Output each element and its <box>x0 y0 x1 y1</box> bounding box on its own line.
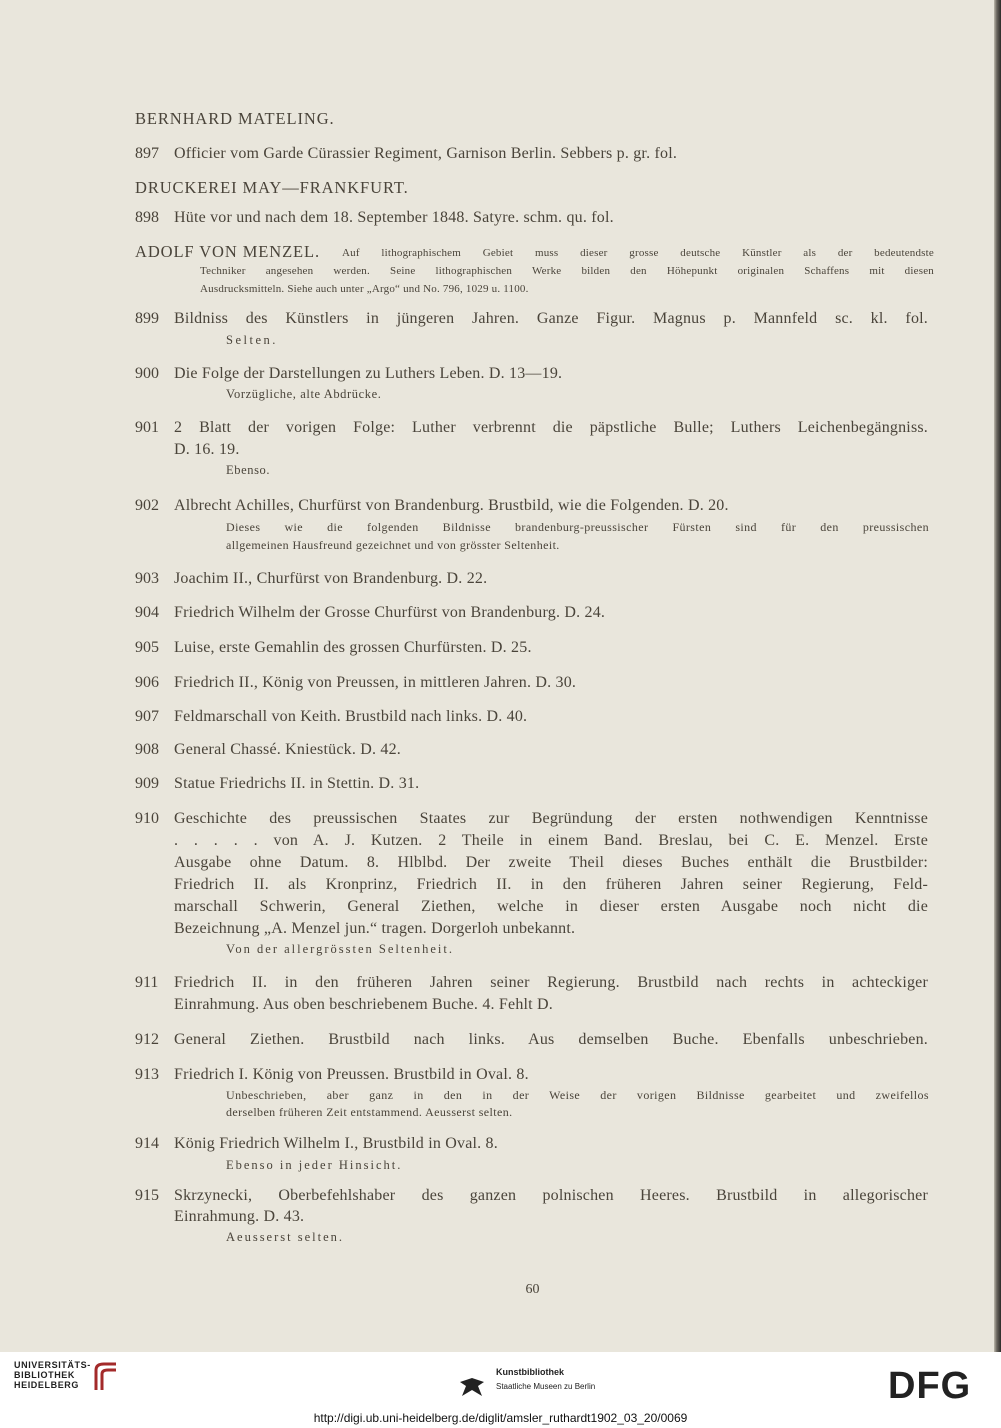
entry-number: 899 <box>135 310 159 327</box>
entry-remark: allgemeinen Hausfreund gezeichnet und von grösster Seltenheit. <box>226 538 560 552</box>
entry-text: Friedrich II. als Kronprinz, Friedrich II. in den früheren Jahren seiner Regierung, Feld- <box>174 876 928 893</box>
entry-text: Einrahmung. Aus oben beschriebenem Buche. 4. Fehlt D. <box>174 996 553 1013</box>
entry-text: 2 Blatt der vorigen Folge: Luther verbrennt die päpstliche Bulle; Luthers Leichenbegängniss. <box>174 419 928 436</box>
entry-remark: Aeusserst selten. <box>226 1230 345 1244</box>
entry-text: Ausgabe ohne Datum. 8. Hlblbd. Der zweite Theil dieses Buches enthält die Brustbilder: <box>174 854 928 871</box>
entry-number: 904 <box>135 604 159 621</box>
entry-number: 902 <box>135 497 159 514</box>
entry-text: Friedrich I. König von Preussen. Brustbild in Oval. 8. <box>174 1066 529 1083</box>
kb-name: Kunstbibliothek <box>496 1367 564 1377</box>
entry-number: 914 <box>135 1135 159 1152</box>
eagle-icon <box>458 1376 486 1398</box>
entry-number: 912 <box>135 1031 159 1048</box>
entry-text: Friedrich Wilhelm der Grosse Churfürst von Brandenburg. D. 24. <box>174 604 606 621</box>
entry-text: Einrahmung. D. 43. <box>174 1208 305 1225</box>
kb-subtitle: Staatliche Museen zu Berlin <box>496 1382 596 1391</box>
entry-text: Hüte vor und nach dem 18. September 1848. Satyre. schm. qu. fol. <box>174 209 614 226</box>
footer-bar <box>0 1352 1001 1428</box>
university-library-logo <box>14 1360 91 1390</box>
page-number: 60 <box>525 1282 540 1297</box>
entry-text: Geschichte des preussischen Staates zur Begründung der ersten nothwendigen Kenntnisse <box>174 810 928 827</box>
entry-text: . . . . . von A. J. Kutzen. 2 Theile in einem Band. Breslau, bei C. E. Menzel. Erste <box>174 832 928 849</box>
entry-remark: Selten. <box>226 333 278 347</box>
entry-text: Officier vom Garde Cürassier Regiment, Garnison Berlin. Sebbers p. gr. fol. <box>174 145 678 162</box>
entry-text: Bildniss des Künstlers in jüngeren Jahren. Ganze Figur. Magnus p. Mannfeld sc. kl. fol. <box>174 310 928 327</box>
entry-number: 898 <box>135 209 159 226</box>
entry-number: 909 <box>135 775 159 792</box>
entry-text: Joachim II., Churfürst von Brandenburg. D. 22. <box>174 570 488 587</box>
entry-number: 906 <box>135 674 159 691</box>
entry-number: 907 <box>135 708 159 725</box>
entry-text: Friedrich II., König von Preussen, in mittleren Jahren. D. 30. <box>174 674 577 691</box>
entry-remark: Von der allergrössten Seltenheit. <box>226 942 455 956</box>
page-edge-shadow <box>994 0 1001 1352</box>
entry-text: General Ziethen. Brustbild nach links. Aus demselben Buche. Ebenfalls unbeschrieben. <box>174 1031 928 1048</box>
university-emblem-icon <box>92 1360 120 1394</box>
entry-remark: Dieses wie die folgenden Bildnisse brandenburg-preussischer Fürsten sind für den preussischen <box>226 520 929 534</box>
entry-text: General Chassé. Kniestück. D. 42. <box>174 741 401 758</box>
dfg-logo: DFG <box>888 1365 972 1407</box>
permalink-url[interactable]: http://digi.ub.uni-heidelberg.de/diglit/amsler_ruthardt1902_03_20/0069 <box>313 1411 688 1425</box>
entry-text: Die Folge der Darstellungen zu Luthers Leben. D. 13—19. <box>174 365 563 382</box>
entry-remark: Vorzügliche, alte Abdrücke. <box>226 387 382 401</box>
section-note-line: Ausdrucksmitteln. Siehe auch unter „Argo“ und No. 796, 1029 u. 1100. <box>200 283 529 295</box>
entry-text: Bezeichnung „A. Menzel jun.“ tragen. Dorgerloh unbekannt. <box>174 920 576 937</box>
entry-text: Feldmarschall von Keith. Brustbild nach links. D. 40. <box>174 708 528 725</box>
logo-text-line: HEIDELBERG <box>14 1380 80 1390</box>
entry-number: 910 <box>135 810 159 827</box>
entry-text: Statue Friedrichs II. in Stettin. D. 31. <box>174 775 420 792</box>
entry-text: König Friedrich Wilhelm I., Brustbild in Oval. 8. <box>174 1135 498 1152</box>
entry-number: 915 <box>135 1187 159 1204</box>
section-heading-druckerei-may: DRUCKEREI MAY—FRANKFURT. <box>135 178 409 197</box>
section-note-line: Auf lithographischem Gebiet muss dieser grosse deutsche Künstler als der bedeutendste <box>342 247 934 259</box>
entry-number: 911 <box>135 974 159 991</box>
entry-text: Friedrich II. in den früheren Jahren seiner Regierung. Brustbild nach rechts in achteckiger <box>174 974 928 991</box>
entry-text: D. 16. 19. <box>174 441 240 458</box>
entry-remark: Unbeschrieben, aber ganz in den in der Weise der vorigen Bildnisse gearbeitet und zweifellos <box>226 1088 929 1102</box>
section-heading-text: ADOLF VON MENZEL. <box>135 242 321 261</box>
logo-text-line: UNIVERSITÄTS- <box>14 1360 91 1370</box>
entry-text: Skrzynecki, Oberbefehlshaber des ganzen polnischen Heeres. Brustbild in allegorischer <box>174 1187 928 1204</box>
entry-number: 913 <box>135 1066 159 1083</box>
section-heading-menzel <box>135 242 320 262</box>
entry-text: Albrecht Achilles, Churfürst von Brandenburg. Brustbild, wie die Folgenden. D. 20. <box>174 497 729 514</box>
entry-number: 908 <box>135 741 159 758</box>
entry-number: 900 <box>135 365 159 382</box>
entry-remark: derselben früheren Zeit entstammend. Aeusserst selten. <box>226 1105 513 1119</box>
section-note-line: Techniker angesehen werden. Seine lithographischen Werke bilden den Höhepunkt originalen Schaffens mit diesen <box>200 265 934 277</box>
entry-remark: Ebenso in jeder Hinsicht. <box>226 1158 403 1172</box>
entry-text: marschall Schwerin, General Ziethen, welche in dieser ersten Ausgabe noch nicht die <box>174 898 928 915</box>
entry-number: 897 <box>135 145 159 162</box>
entry-remark: Ebenso. <box>226 463 271 477</box>
entry-number: 901 <box>135 419 159 436</box>
entry-number: 905 <box>135 639 159 656</box>
entry-number: 903 <box>135 570 159 587</box>
section-heading-mateling: BERNHARD MATELING. <box>135 109 335 128</box>
entry-text: Luise, erste Gemahlin des grossen Churfürsten. D. 25. <box>174 639 532 656</box>
logo-text-line: BIBLIOTHEK <box>14 1370 75 1380</box>
